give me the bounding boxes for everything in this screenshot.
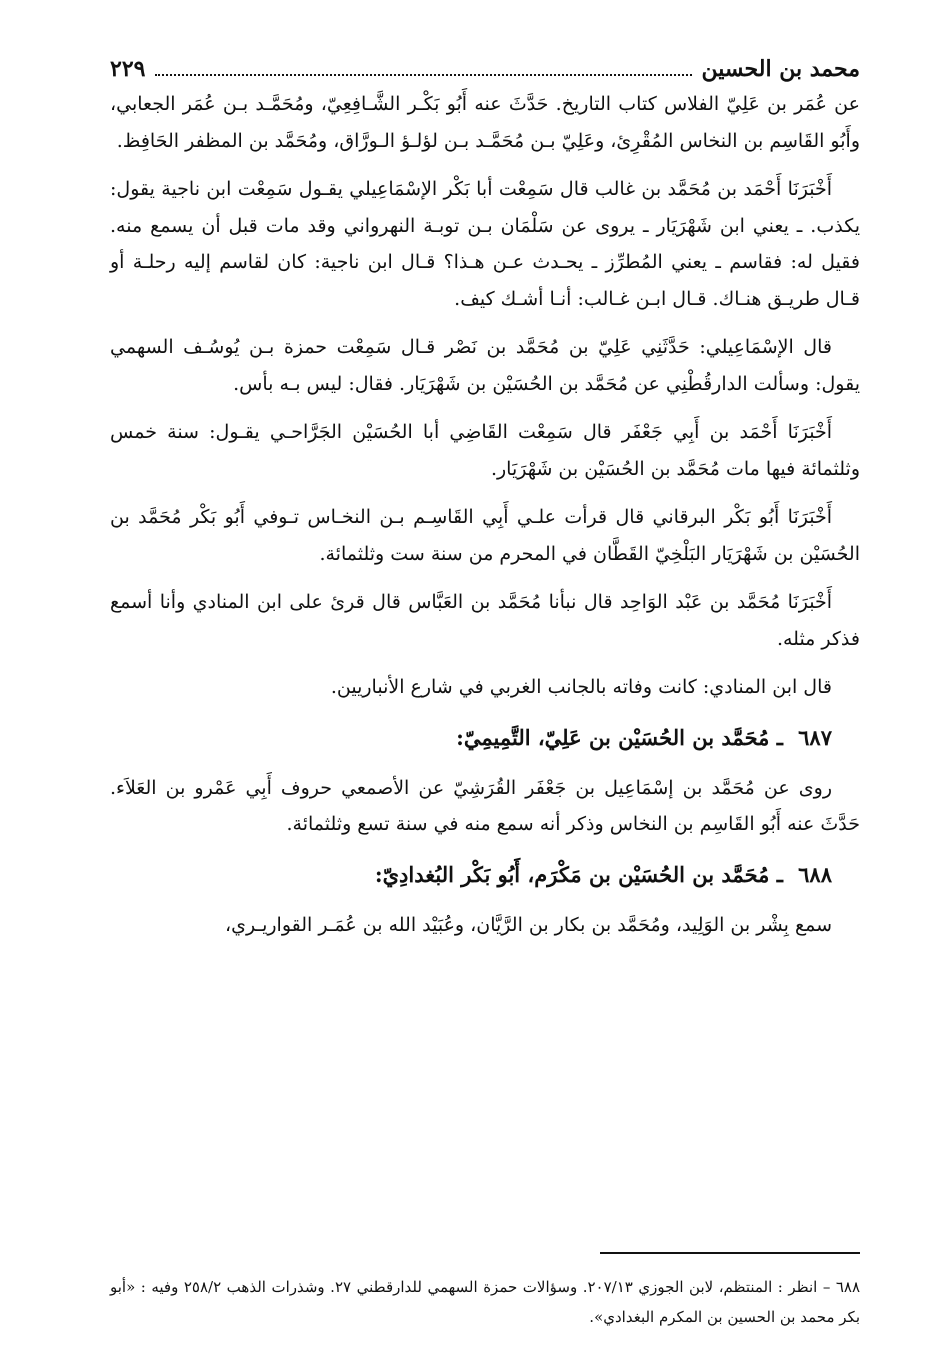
paragraph-block [110,86,860,159]
paragraph-block [110,329,860,402]
entry-text: سمع بِشْر بن الوَلِيد، ومُحَمَّد بن بكار بن الرَّيَّان، وعُبَيْد الله بن عُمَـر القواريـري، [225,913,832,936]
header-dot-leader [155,62,691,76]
paragraph-block [110,907,860,944]
page-number: ٢٢٩ [110,56,146,82]
entry-number: ٦٨٧ [798,724,832,750]
footnotes [110,1272,860,1332]
entry-title: ـ مُحَمَّد بن الحُسَيْن بن عَلِيّ، التَّمِيمِيّ: [456,724,783,750]
paragraph: أَخْبَرَنَا أَحْمَد بن مُحَمَّد بن غالب قال سَمِعْت أبا بَكْر الإسْمَاعِيلي يقـول سَمِعْت ابن ناجية يقول: يكذب. ـ يعني ابن شَهْرَيَار ـ يروى عن سَلْمَان بـن توبـة النهرواني وقد مات قبل أن يسمع منه. فقيل له: فقاسم ـ يعني المُطرِّز ـ يحـدث عـن هـذا؟ قـال ابن ناجية: كان لقاسم إليه رحلـة أو قـال طريـق هنـاك. قـال ابـن غـالب: أنـا أشـك كيف. [110,178,860,310]
paragraph: أَخْبَرَنَا أَبُو بَكْر البرقاني قال قرأت علـي أَبِي القَاسِـم بـن النخـاس تـوفي أَبُو بَكْر مُحَمَّد بن الحُسَيْن بن شَهْرَيَار البَلْخِيّ القَطَّان في المحرم من سنة ست وثلثمائة. [110,506,860,565]
paragraph-block [110,669,860,706]
footnote-divider [600,1252,860,1254]
entry-title: ـ مُحَمَّد بن الحُسَيْن بن مَكْرَم، أَبُو بَكْر البُغدادِيّ: [374,861,783,887]
entry-heading [110,855,860,895]
running-header [110,52,860,86]
paragraph: أَخْبَرَنَا مُحَمَّد بن عَبْد الوَاحِد قال نبأنا مُحَمَّد بن العَبَّاس قال قرئ على ابن المنادي وأنا أسمع فذكر مثله. [110,591,860,650]
entry-number: ٦٨٨ [798,861,832,887]
paragraph-block [110,414,860,487]
entry-687 [110,718,860,843]
running-title: محمد بن الحسين [701,56,860,82]
paragraph-block [110,499,860,572]
entry-heading [110,718,860,758]
paragraph-block [110,171,860,317]
entry-text: روى عن مُحَمَّد بن إسْمَاعِيل بن جَعْفَر القُرَشِيّ عن الأصمعي حروف أَبِي عَمْرو بن العَلاَء. حَدَّثَ عنه أَبُو القَاسِم بن النخاس وذكر أنه سمع منه في سنة تسع وثلثمائة. [110,776,860,835]
paragraph: قال الإسْمَاعِيلي: حَدَّثَنِي عَلِيّ بن مُحَمَّد بن نَصْر قـال سَمِعْت حمزة بـن يُوسُـف السهمي يقول: وسألت الدارقُطْنِي عن مُحَمَّد بن الحُسَيْن بن شَهْرَيَار. فقال: ليس بـه بأس. [110,336,860,395]
paragraph: عن عُمَر بن عَلِيّ الفلاس كتاب التاريخ. حَدَّثَ عنه أَبُو بَكْـر الشَّـافِعِيّ، ومُحَمَّـد بـن عُمَر الجعابي، وأَبُو القَاسِم بن النخاس المُقْرِئ، وعَلِيّ بـن مُحَمَّـد بـن لؤلـؤ الـورَّاق، ومُحَمَّد بن المظفر الحَافِظ. [110,93,860,152]
paragraph: أَخْبَرَنَا أَحْمَد بن أَبِي جَعْفَر قال سَمِعْت القَاضِي أبا الحُسَيْن الجَرَّاحـي يقـول: سنة خمس وثلثمائة فيها مات مُحَمَّد بن الحُسَيْن بن شَهْرَيَار. [110,421,860,480]
paragraph: قال ابن المنادي: كانت وفاته بالجانب الغربي في شارع الأنباريين. [330,676,832,698]
book-page [110,52,860,955]
footnote: ٦٨٨ – انظر : المنتظم، لابن الجوزي ٢٠٧/١٣. وسؤالات حمزة السهمي للدارقطني ٢٧. وشذرات الذهب ٢٥٨/٢ وفيه : «أبو بكر محمد بن الحسين بن المكرم البغدادي». [110,1278,861,1326]
entry-688 [110,855,860,944]
paragraph-block [110,770,860,843]
paragraph-block [110,584,860,657]
